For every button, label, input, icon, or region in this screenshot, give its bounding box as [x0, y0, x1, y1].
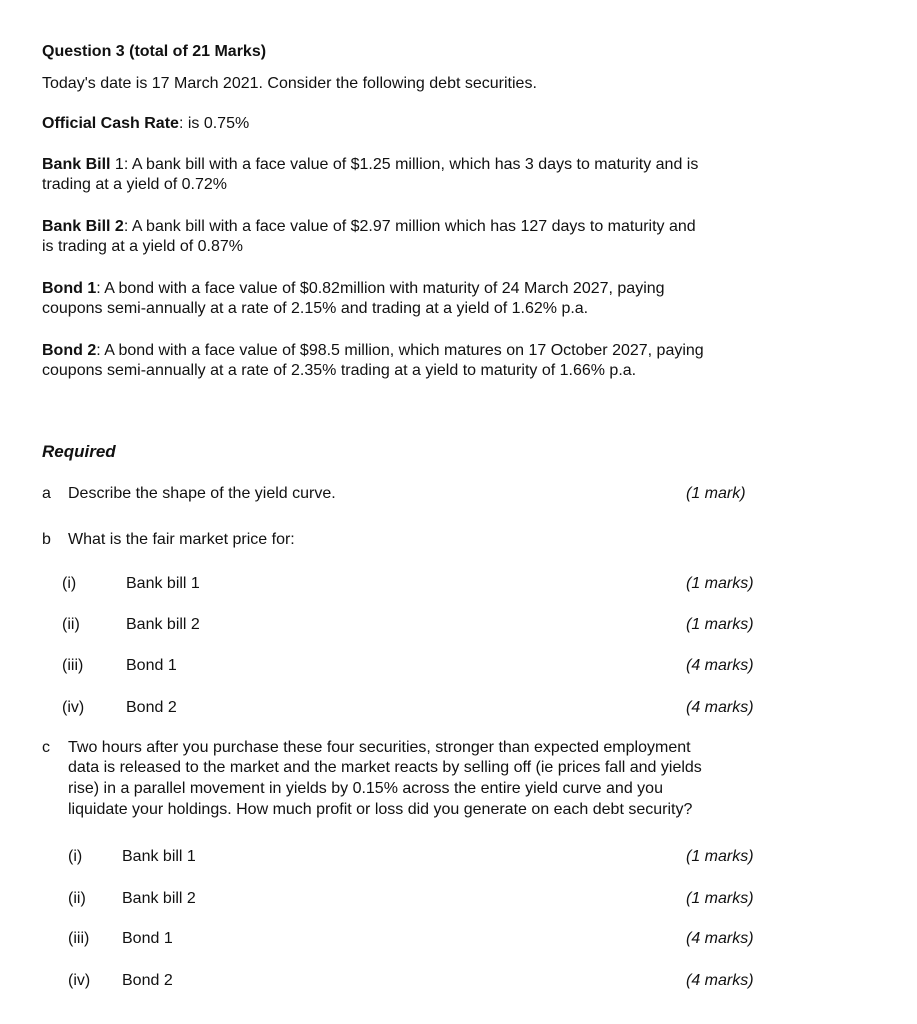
security-text-2: coupons semi-annually at a rate of 2.15% and trading at a yield of 1.62% p.a. — [42, 300, 589, 317]
item-marks: (1 marks) — [686, 890, 754, 907]
question-c-letter: c — [42, 739, 50, 756]
item-marks: (1 marks) — [686, 848, 754, 865]
security-text-2: is trading at a yield of 0.87% — [42, 238, 244, 255]
item-number: (ii) — [68, 890, 86, 907]
security-bank-bill-1 — [42, 155, 822, 195]
item-number: (ii) — [62, 616, 80, 633]
item-marks: (4 marks) — [686, 972, 754, 989]
question-c-line: rise) in a parallel movement in yields by 0.15% across the entire yield curve and you — [68, 780, 663, 797]
security-bond-2 — [42, 341, 822, 381]
item-marks: (1 marks) — [686, 575, 754, 592]
question-a-marks: (1 mark) — [686, 485, 746, 502]
security-text-2: trading at a yield of 0.72% — [42, 176, 228, 193]
question-c-line: data is released to the market and the market reacts by selling off (ie prices fall and yields — [68, 759, 702, 776]
intro-text: Today's date is 17 March 2021. Consider the following debt securities. — [42, 75, 537, 92]
official-cash-rate — [42, 114, 249, 134]
security-text: : A bond with a face value of $0.82million with maturity of 24 March 2027, paying — [96, 280, 665, 297]
question-b-text: What is the fair market price for: — [68, 531, 295, 548]
item-label: Bond 2 — [122, 972, 173, 989]
item-label: Bond 2 — [126, 699, 177, 716]
item-marks: (1 marks) — [686, 616, 754, 633]
question-a-letter: a — [42, 485, 51, 502]
security-num: 1 — [110, 156, 124, 173]
security-bank-bill-2 — [42, 217, 822, 257]
item-label: Bank bill 2 — [126, 616, 200, 633]
security-text: : A bank bill with a face value of $1.25 million, which has 3 days to maturity and is — [123, 156, 699, 173]
security-bond-1 — [42, 279, 822, 319]
item-number: (iv) — [68, 972, 91, 989]
question-b-letter: b — [42, 531, 51, 548]
item-number: (iii) — [62, 657, 84, 674]
security-label: Bank Bill 2 — [42, 218, 124, 235]
item-marks: (4 marks) — [686, 699, 754, 716]
item-label: Bank bill 1 — [126, 575, 200, 592]
item-number: (i) — [62, 575, 77, 592]
item-marks: (4 marks) — [686, 930, 754, 947]
ocr-text: : is 0.75% — [178, 115, 250, 132]
required-heading: Required — [42, 442, 116, 461]
security-text: : A bank bill with a face value of $2.97 million which has 127 days to maturity and — [123, 218, 696, 235]
security-label: Bond 2 — [42, 342, 97, 359]
question-c-line: Two hours after you purchase these four securities, stronger than expected employment — [68, 739, 691, 756]
item-label: Bond 1 — [126, 657, 177, 674]
item-label: Bond 1 — [122, 930, 173, 947]
security-label: Bond 1 — [42, 280, 97, 297]
question-c-line: liquidate your holdings. How much profit or loss did you generate on each debt security? — [68, 801, 693, 818]
item-label: Bank bill 2 — [122, 890, 196, 907]
security-text: : A bond with a face value of $98.5 million, which matures on 17 October 2027, paying — [96, 342, 704, 359]
item-number: (i) — [68, 848, 83, 865]
ocr-label: Official Cash Rate — [42, 115, 179, 132]
question-heading: Question 3 (total of 21 Marks) — [42, 43, 267, 60]
security-text-2: coupons semi-annually at a rate of 2.35% trading at a yield to maturity of 1.66% p.a. — [42, 362, 637, 379]
item-marks: (4 marks) — [686, 657, 754, 674]
security-label: Bank Bill — [42, 156, 111, 173]
item-number: (iv) — [62, 699, 85, 716]
item-number: (iii) — [68, 930, 90, 947]
question-a-text: Describe the shape of the yield curve. — [68, 485, 336, 502]
item-label: Bank bill 1 — [122, 848, 196, 865]
